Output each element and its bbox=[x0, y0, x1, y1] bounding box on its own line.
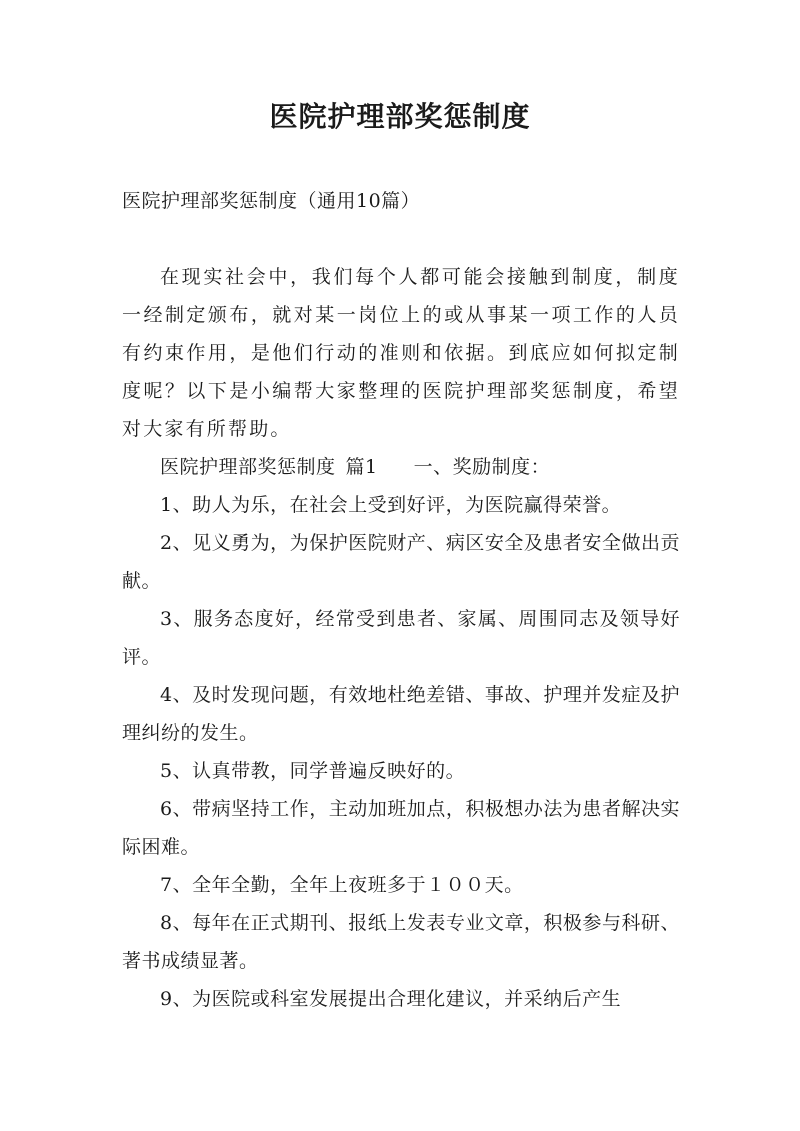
section-subhead: 一、奖励制度： bbox=[413, 456, 551, 478]
document-subtitle: 医院护理部奖惩制度（通用10篇） bbox=[122, 190, 421, 212]
list-item: 1、助人为乐，在社会上受到好评，为医院赢得荣誉。 bbox=[160, 494, 622, 516]
article-name: 医院护理部奖惩制度 bbox=[160, 456, 336, 478]
list-item: 3、服务态度好，经常受到患者、家属、周围同志及领导好评。 bbox=[122, 608, 680, 668]
list-item: 4、及时发现问题，有效地杜绝差错、事故、护理并发症及护理纠纷的发生。 bbox=[122, 684, 680, 744]
list-item: 9、为医院或科室发展提出合理化建议，并采纳后产生 bbox=[160, 988, 622, 1010]
intro-paragraph: 在现实社会中，我们每个人都可能会接触到制度，制度一经制定颁布，就对某一岗位上的或从事某一项工作的人员有约束作用，是他们行动的准则和依据。到底应如何拟定制度呢？以下是小编帮大家整理的医院护理部奖惩制度，希望对大家有所帮助。 bbox=[122, 266, 680, 440]
list-item: 8、每年在正式期刊、报纸上发表专业文章，积极参与科研、著书成绩显著。 bbox=[122, 912, 680, 972]
document-title: 医院护理部奖惩制度 bbox=[269, 100, 531, 133]
section-heading bbox=[122, 448, 680, 486]
list-item: 7、全年全勤，全年上夜班多于１００天。 bbox=[160, 874, 524, 896]
chapter-label: 篇1 bbox=[345, 456, 378, 478]
document-body bbox=[122, 258, 680, 1018]
list-item: 6、带病坚持工作，主动加班加点，积极想办法为患者解决实际困难。 bbox=[122, 798, 680, 858]
list-item: 5、认真带教，同学普遍反映好的。 bbox=[160, 760, 466, 782]
list-item: 2、见义勇为，为保护医院财产、病区安全及患者安全做出贡献。 bbox=[122, 532, 680, 592]
